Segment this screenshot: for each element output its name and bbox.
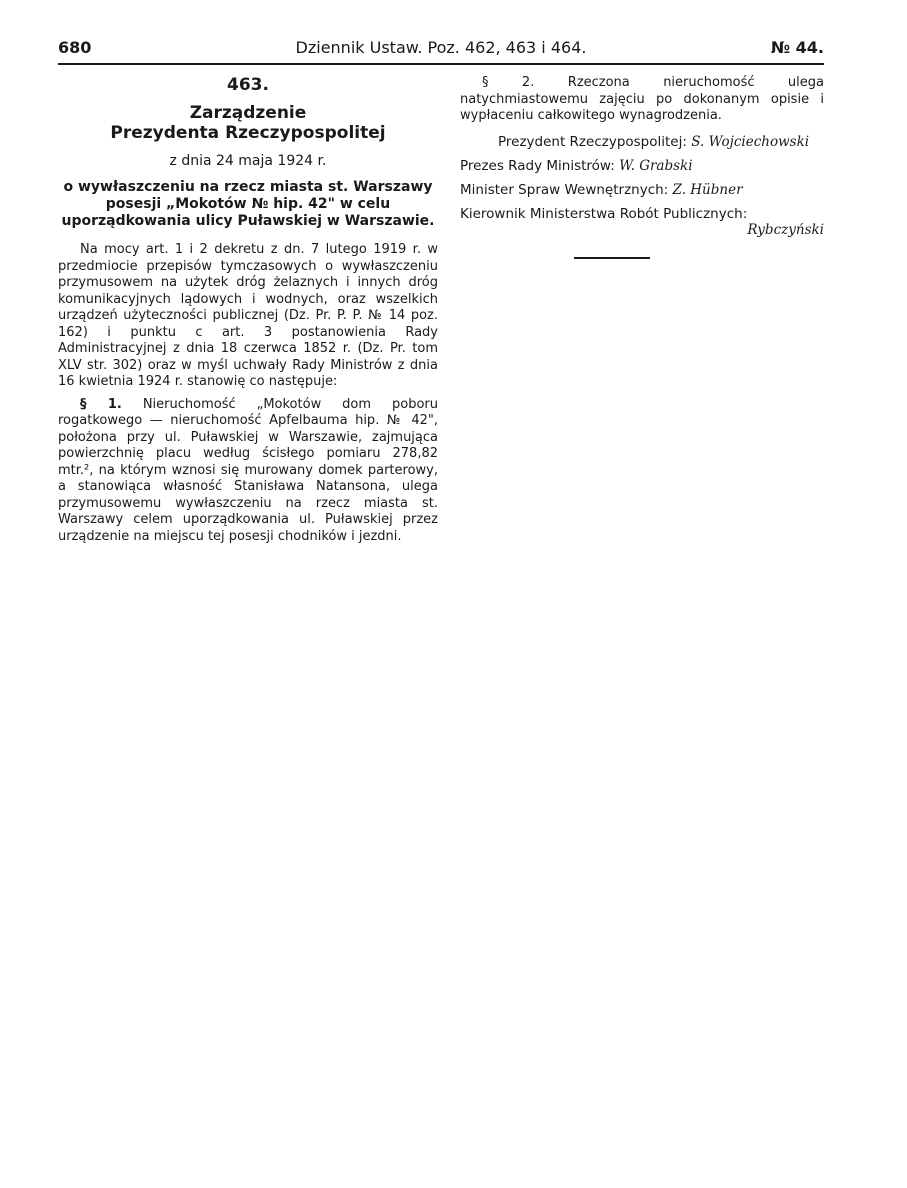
section-1-label: § 1. xyxy=(80,396,122,412)
pm-name: W. Grabski xyxy=(619,157,693,174)
president-name: S. Wojciechowski xyxy=(691,133,810,150)
right-column xyxy=(460,75,824,259)
signature-public-works xyxy=(460,205,824,239)
act-title-line2: Prezydenta Rzeczypospolitej xyxy=(110,123,386,143)
page-header xyxy=(58,38,824,62)
position-number: 463. xyxy=(227,75,269,95)
issue-number: № 44. xyxy=(770,38,824,57)
left-column xyxy=(58,75,438,551)
section-2 xyxy=(460,75,824,125)
works-name: Rybczyński xyxy=(747,221,824,238)
signature-president xyxy=(460,133,824,151)
page-number: 680 xyxy=(58,38,92,57)
act-date: z dnia 24 maja 1924 r. xyxy=(169,153,327,169)
act-title-line1: Zarządzenie xyxy=(189,103,307,123)
act-subject: o wywłaszczeniu na rzecz miasta st. Warszawy posesji „Mokotów № hip. 42" w celu uporządkowania ulicy Puławskiej w Warszawie. xyxy=(61,179,435,229)
section-2-text: Rzeczona nieruchomość ulega natychmiastowemu zajęciu po dokonanym opisie i wypłaceniu całkowitego wynagrodzenia. xyxy=(460,75,824,123)
signature-prime-minister xyxy=(460,157,824,175)
signature-interior-minister xyxy=(460,181,824,199)
section-1 xyxy=(58,397,438,546)
journal-title: Dziennik Ustaw. Poz. 462, 463 i 464. xyxy=(295,38,587,57)
interior-name: Z. Hübner xyxy=(672,181,743,198)
header-divider xyxy=(58,63,824,65)
pm-role: Prezes Rady Ministrów: xyxy=(460,157,615,174)
end-divider xyxy=(574,257,650,259)
interior-role: Minister Spraw Wewnętrznych: xyxy=(460,181,669,198)
works-role: Kierownik Ministerstwa Robót Publicznych: xyxy=(460,205,748,222)
president-role: Prezydent Rzeczypospolitej: xyxy=(498,133,687,150)
section-2-label: § 2. xyxy=(482,75,535,90)
preamble: Na mocy art. 1 i 2 dekretu z dn. 7 lutego 1919 r. w przedmiocie przepisów tymczasowych o wywłaszczeniu przymusowem na użytek dróg żelaznych i innych dróg komunikacyjnych lądowych i wodnych, oraz wszelkich urządzeń użyteczności publicznej (Dz. Pr. P. P. № 14 poz. 162) i punktu c art. 3 postanowienia Rady Administracyjnej z dnia 18 czerwca 1852 r. (Dz. Pr. tom XLV str. 302) oraz w myśl uchwały Rady Ministrów z dnia 16 kwietnia 1924 r. stanowię co następuje: xyxy=(58,242,438,389)
section-1-text: Nieruchomość „Mokotów dom poboru rogatkowego — nieruchomość Apfelbauma hip. № 42", położona przy ul. Puławskiej w Warszawie, zajmująca powierzchnię placu według ścisłego pomiaru 278,82 mtr.², na którym wznosi się murowany domek parterowy, a stanowiąca własność Stanisława Natansona, ulega przymusowemu wywłaszczeniu na rzecz miasta st. Warszawy celem uporządkowania ul. Puławskiej przez urządzenie na miejscu tej posesji chodników i jezdni. xyxy=(58,396,438,544)
